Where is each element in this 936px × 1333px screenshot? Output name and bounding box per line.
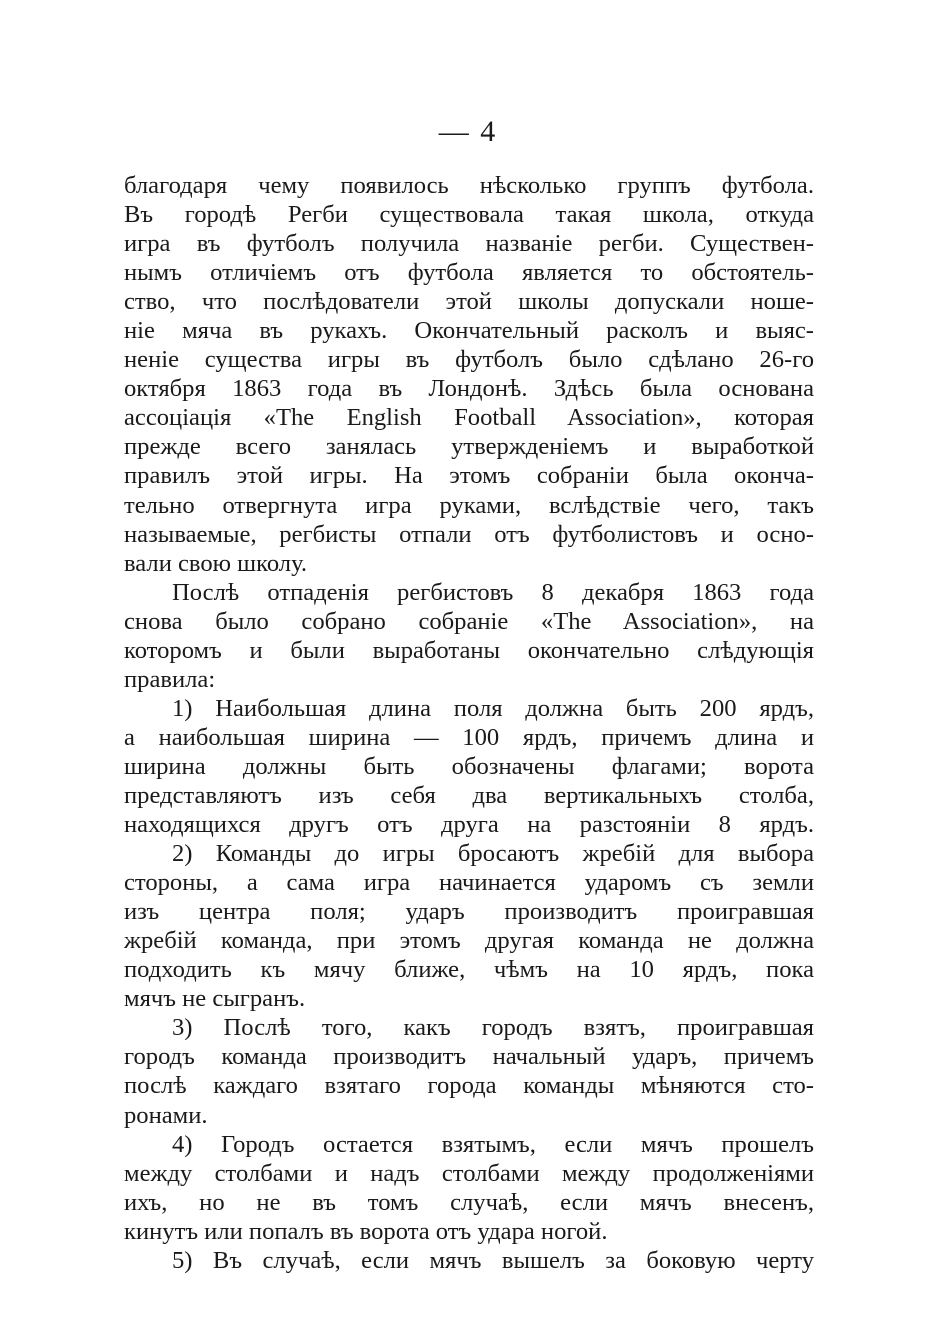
page-number: — 4 bbox=[438, 115, 498, 148]
text-line: ніе мяча въ рукахъ. Окончательный расколъ и выяс- bbox=[124, 317, 814, 345]
text-line: городъ команда производитъ начальный ударъ, причемъ bbox=[124, 1043, 814, 1071]
rule-3-first-line: 3) Послѣ того, какъ городъ взятъ, проигравшая bbox=[172, 1014, 814, 1042]
text-line: тельно отвергнута игра руками, вслѣдствіе чего, такъ bbox=[124, 491, 814, 519]
text-line: ассоціація «The English Football Association», которая bbox=[124, 404, 814, 432]
text-line: правилъ этой игры. На этомъ собраніи была оконча- bbox=[124, 462, 814, 490]
text-line: Въ городѣ Регби существовала такая школа, откуда bbox=[124, 201, 814, 229]
text-line: снова было собрано собраніе «The Association», на bbox=[124, 607, 814, 635]
text-line: подходить къ мячу ближе, чѣмъ на 10 ярдъ, пока bbox=[124, 956, 814, 984]
text-line: ихъ, но не въ томъ случаѣ, если мячъ внесенъ, bbox=[124, 1188, 814, 1216]
text-line: стороны, а сама игра начинается ударомъ съ земли bbox=[124, 869, 814, 897]
text-line: ство, что послѣдователи этой школы допускали ноше- bbox=[124, 288, 814, 316]
text-line: нымъ отличіемъ отъ футбола является то обстоятель- bbox=[124, 259, 814, 287]
rule-1-first-line: 1) Наибольшая длина поля должна быть 200 ярдъ, bbox=[172, 694, 814, 722]
text-line: послѣ каждаго взятаго города команды мѣняются сто- bbox=[124, 1072, 814, 1100]
text-line: между столбами и надъ столбами между продолженіями bbox=[124, 1159, 814, 1187]
rule-5-first-line: 5) Въ случаѣ, если мячъ вышелъ за боковую черту bbox=[172, 1246, 814, 1274]
text-line: представляютъ изъ себя два вертикальныхъ столба, bbox=[124, 781, 814, 809]
text-line: неніе существа игры въ футболъ было сдѣлано 26-го bbox=[124, 346, 814, 374]
text-line: благодаря чему появилось нѣсколько группъ футбола. bbox=[124, 172, 814, 199]
text-line: изъ центра поля; ударъ производитъ проигравшая bbox=[124, 898, 814, 926]
text-line: вали свою школу. bbox=[124, 549, 308, 577]
text-line: жребій команда, при этомъ другая команда не должна bbox=[124, 927, 814, 955]
text-line: ширина должны быть обозначены флагами; ворота bbox=[124, 752, 814, 780]
rule-2-first-line: 2) Команды до игры бросаютъ жребій для выбора bbox=[172, 840, 814, 868]
text-line: ронами. bbox=[124, 1101, 208, 1129]
text-line: кинутъ или попалъ въ ворота отъ удара ногой. bbox=[124, 1217, 608, 1245]
text-line: а наибольшая ширина — 100 ярдъ, причемъ длина и bbox=[124, 723, 814, 751]
text-line: игра въ футболъ получила названіе регби. Существен- bbox=[124, 230, 814, 258]
text-line: правила: bbox=[124, 665, 216, 693]
text-line: находящихся другъ отъ друга на разстояніи 8 ярдъ. bbox=[124, 811, 814, 839]
body-text bbox=[124, 171, 814, 1275]
paragraph-first-line: Послѣ отпаденія регбистовъ 8 декабря 1863 года bbox=[172, 578, 814, 606]
text-line: мячъ не сыгранъ. bbox=[124, 985, 306, 1013]
text-line: октября 1863 года въ Лондонѣ. Здѣсь была основана bbox=[124, 375, 814, 403]
text-line: прежде всего занялась утвержденіемъ и выработкой bbox=[124, 433, 814, 461]
text-line: называемые, регбисты отпали отъ футболистовъ и осно- bbox=[124, 520, 814, 548]
text-line: которомъ и были выработаны окончательно слѣдующія bbox=[124, 636, 814, 664]
rule-4-first-line: 4) Городъ остается взятымъ, если мячъ прошелъ bbox=[172, 1130, 814, 1158]
